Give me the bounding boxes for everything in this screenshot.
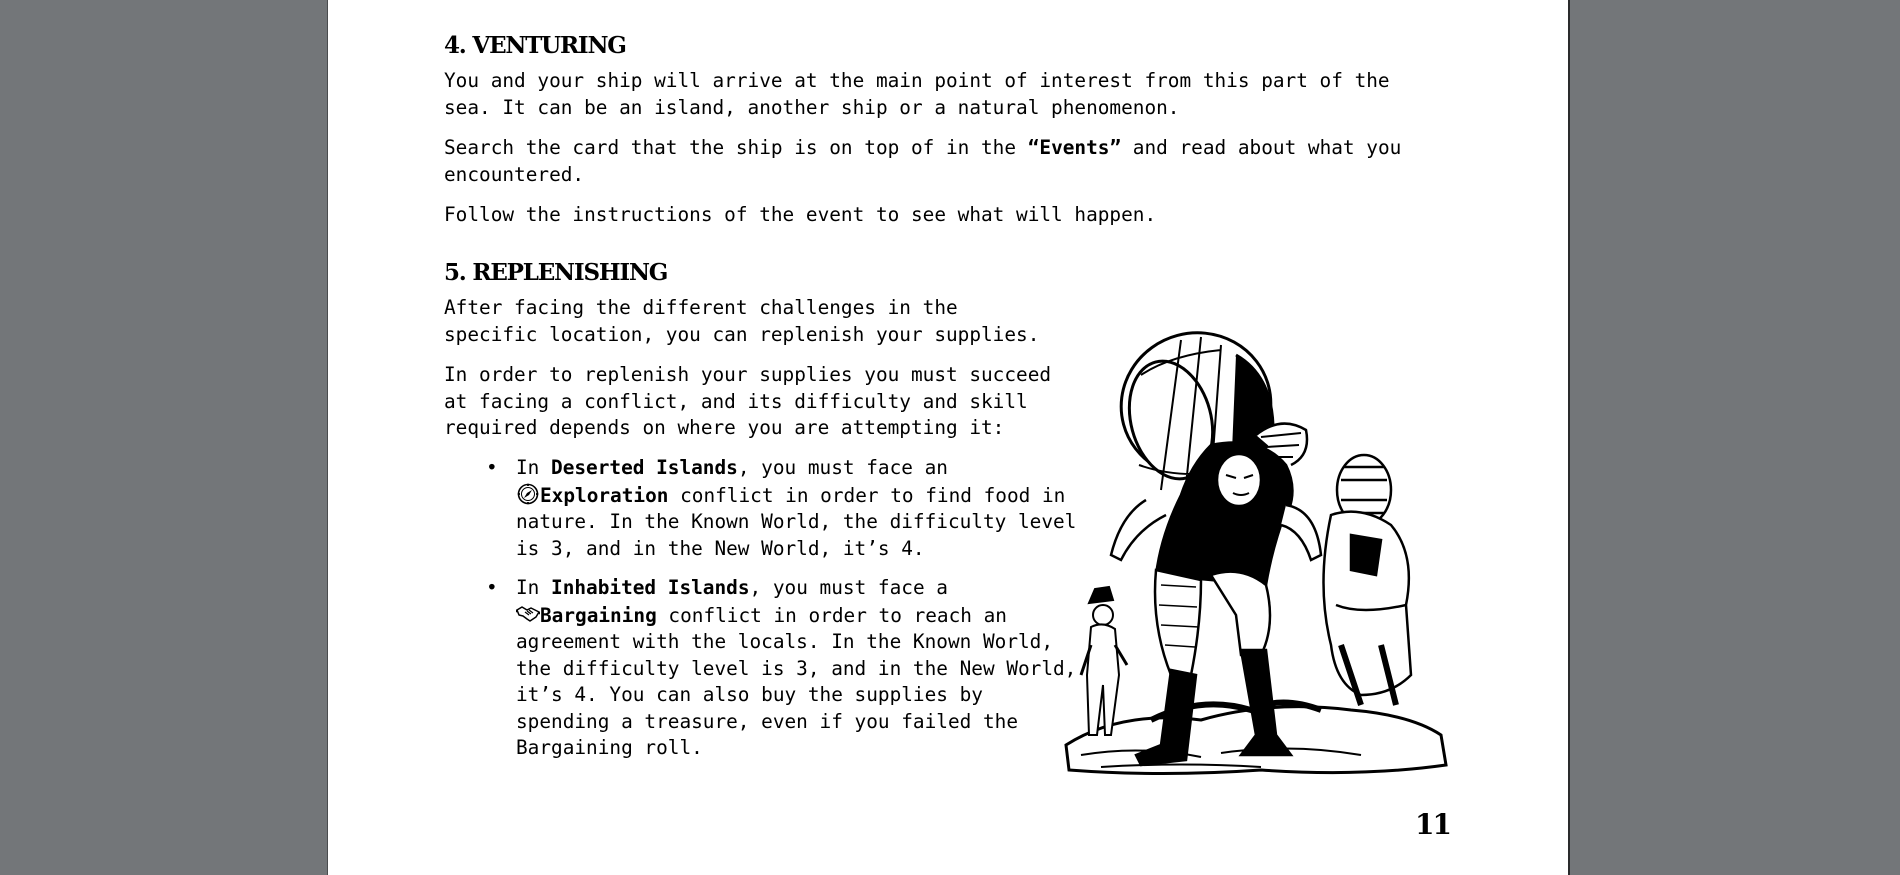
bullet-text: conflict in order to reach an agreement with the locals. In the Known World, the difficulty level is 3, and in the New World, it’s 4. You can also buy the supplies by spending a treasure, even if you failed the Bargaining roll.: [516, 603, 1077, 759]
list-item: [444, 455, 1084, 562]
list-item: [444, 575, 1084, 762]
bullet-text: In: [516, 576, 552, 599]
paragraph-text: and read about what you encountered.: [444, 136, 1402, 186]
section-5-paragraph-1: After facing the different challenges in the specific location, you can replenish your supplies.: [444, 296, 1040, 346]
paragraph-text: Search the card that the ship is on top of in the: [444, 136, 1028, 159]
compass-icon: [516, 482, 540, 506]
place-name: Inhabited Islands: [551, 576, 750, 599]
section-4-paragraph-1: You and your ship will arrive at the main point of interest from this part of the sea. It can be an island, another ship or a natural phenomenon.: [444, 69, 1390, 119]
skill-name: Bargaining: [540, 603, 657, 627]
section-4-paragraph-3: Follow the instructions of the event to see what will happen.: [444, 203, 1157, 226]
section-4-paragraph-2: [444, 135, 1444, 188]
place-name: Deserted Islands: [551, 456, 738, 479]
section-4-heading: 4. VENTURING: [444, 32, 626, 59]
bullet-text: , you must face an: [737, 456, 948, 479]
pirate-carrying-barrel-illustration: [1061, 315, 1451, 777]
document-page: [327, 0, 1570, 875]
bullet-text: , you must face a: [749, 576, 948, 599]
bullet-dot: •: [486, 456, 498, 479]
bullet-dot: •: [486, 576, 498, 599]
bullet-text: In: [516, 456, 552, 479]
bullet-text: conflict in order to find food in nature. In the Known World, the difficulty level is 3, and in the New World, it’s 4.: [516, 483, 1077, 560]
handshake-icon: [516, 602, 540, 626]
section-5-heading: 5. REPLENISHING: [444, 259, 668, 286]
section-5-paragraph-2: In order to replenish your supplies you must succeed at facing a conflict, and its difficulty and skill required depends on where you are attempting it:: [444, 363, 1052, 439]
page-number: 11: [1415, 808, 1450, 841]
skill-name: Exploration: [540, 483, 669, 507]
events-label: “Events”: [1027, 136, 1122, 159]
supply-bullet-list: [444, 455, 1084, 775]
